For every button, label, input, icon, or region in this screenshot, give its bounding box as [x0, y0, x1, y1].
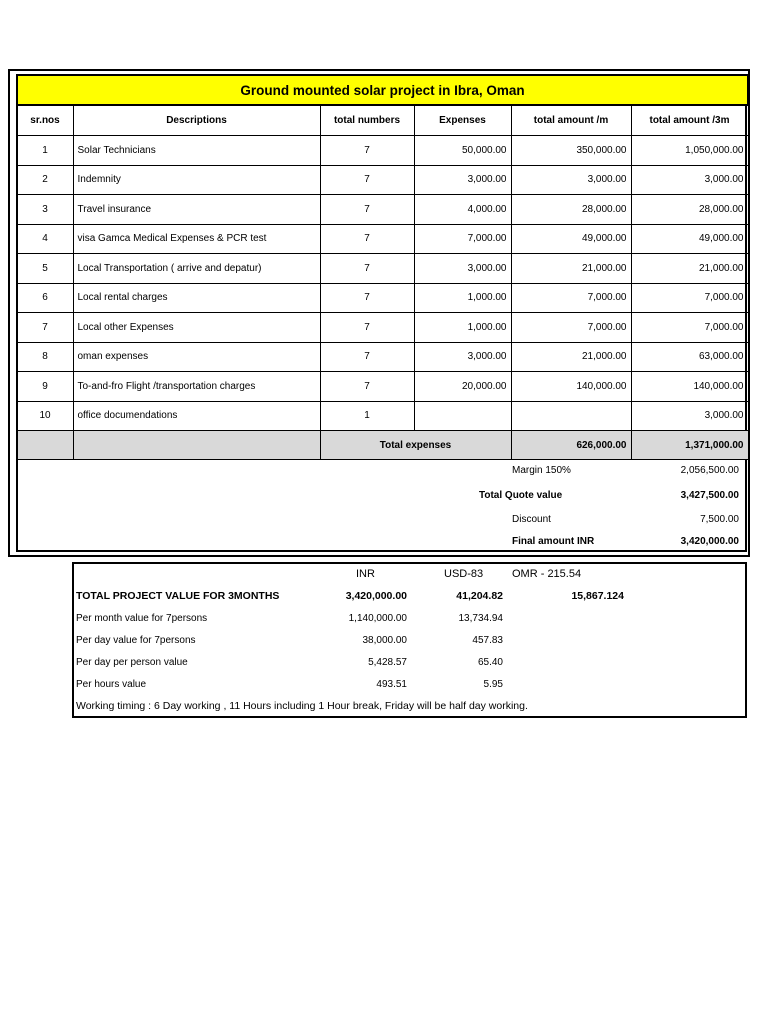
- cell-expenses: [414, 401, 511, 431]
- cell-description: oman expenses: [73, 342, 320, 372]
- cell-amount-3month: 3,000.00: [631, 165, 748, 195]
- table-row: [17, 283, 748, 313]
- working-timing-note: Working timing : 6 Day working , 11 Hours including 1 Hour break, Friday will be half day working.: [76, 700, 528, 712]
- cell-amount-3month: 3,000.00: [631, 401, 748, 431]
- cell-expenses: 3,000.00: [414, 165, 511, 195]
- table-row: [17, 342, 748, 372]
- cell-amount-month: 3,000.00: [511, 165, 631, 195]
- cell-srno: 2: [17, 165, 73, 195]
- discount-value: 7,500.00: [700, 514, 739, 525]
- row-label: Per day value for 7persons: [76, 635, 196, 646]
- header-total-numbers: total numbers: [320, 105, 414, 136]
- cell-expenses: 20,000.00: [414, 372, 511, 402]
- header-srno: sr.nos: [17, 105, 73, 136]
- cell-amount-month: 21,000.00: [511, 254, 631, 284]
- cell-expenses: 7,000.00: [414, 224, 511, 254]
- table-row: [17, 372, 748, 402]
- quote-value: 3,427,500.00: [680, 490, 739, 501]
- cell-srno: 5: [17, 254, 73, 284]
- row-inr: 1,140,000.00: [348, 613, 407, 624]
- cell-srno: 3: [17, 195, 73, 225]
- cell-amount-month: 28,000.00: [511, 195, 631, 225]
- cell-total-numbers: 1: [320, 401, 414, 431]
- table-header: [17, 105, 748, 136]
- cell-amount-month: 350,000.00: [511, 136, 631, 166]
- cell-amount-month: [511, 401, 631, 431]
- col-usd-header: USD-83: [444, 568, 484, 580]
- cell-description: Local rental charges: [73, 283, 320, 313]
- cell-expenses: 1,000.00: [414, 313, 511, 343]
- cell-description: To-and-fro Flight /transportation charges: [73, 372, 320, 402]
- cell-description: Local Transportation ( arrive and depatur): [73, 254, 320, 284]
- cell-srno: 9: [17, 372, 73, 402]
- cell-description: Travel insurance: [73, 195, 320, 225]
- row-usd: 65.40: [477, 657, 503, 668]
- cell-description: Indemnity: [73, 165, 320, 195]
- total-project-label: TOTAL PROJECT VALUE FOR 3MONTHS: [76, 590, 280, 602]
- cell-description: visa Gamca Medical Expenses & PCR test: [73, 224, 320, 254]
- table-row: [17, 165, 748, 195]
- cell-description: Local other Expenses: [73, 313, 320, 343]
- table-row: [17, 254, 748, 284]
- margin-value: 2,056,500.00: [680, 465, 739, 476]
- cell-total-numbers: 7: [320, 136, 414, 166]
- page-title: Ground mounted solar project in Ibra, Oman: [17, 75, 748, 105]
- expenses-table: [16, 74, 749, 460]
- cell-srno: 1: [17, 136, 73, 166]
- col-omr-header: OMR - 215.54: [512, 568, 582, 580]
- row-label: Per month value for 7persons: [76, 613, 208, 624]
- cell-total-numbers: 7: [320, 283, 414, 313]
- cell-amount-month: 49,000.00: [511, 224, 631, 254]
- cell-srno: 7: [17, 313, 73, 343]
- row-usd: 457.83: [472, 635, 503, 646]
- table-row: [17, 136, 748, 166]
- header-descriptions: Descriptions: [73, 105, 320, 136]
- table-row: [17, 313, 748, 343]
- cell-amount-3month: 7,000.00: [631, 313, 748, 343]
- cell-amount-month: 7,000.00: [511, 283, 631, 313]
- row-label: Per day per person value: [76, 657, 188, 668]
- discount-label: Discount: [512, 514, 551, 525]
- cell-amount-month: 140,000.00: [511, 372, 631, 402]
- cell-total-numbers: 7: [320, 313, 414, 343]
- cell-srno: 6: [17, 283, 73, 313]
- cell-srno: 8: [17, 342, 73, 372]
- total-project-omr: 15,867.124: [571, 590, 624, 602]
- table-row: [17, 195, 748, 225]
- row-usd: 5.95: [483, 679, 503, 690]
- cell-expenses: 3,000.00: [414, 342, 511, 372]
- cell-total-numbers: 7: [320, 342, 414, 372]
- cell-description: Solar Technicians: [73, 136, 320, 166]
- cell-amount-3month: 63,000.00: [631, 342, 748, 372]
- total-amount-month: 626,000.00: [511, 431, 631, 460]
- cell-amount-3month: 140,000.00: [631, 372, 748, 402]
- row-label: Per hours value: [76, 679, 147, 690]
- cell-total-numbers: 7: [320, 165, 414, 195]
- cell-expenses: 4,000.00: [414, 195, 511, 225]
- cell-description: office documendations: [73, 401, 320, 431]
- cell-amount-3month: 7,000.00: [631, 283, 748, 313]
- cell-amount-3month: 28,000.00: [631, 195, 748, 225]
- cell-amount-3month: 1,050,000.00: [631, 136, 748, 166]
- cell-amount-3month: 49,000.00: [631, 224, 748, 254]
- cell-expenses: 3,000.00: [414, 254, 511, 284]
- cell-amount-3month: 21,000.00: [631, 254, 748, 284]
- total-label: Total expenses: [320, 431, 511, 460]
- cell-expenses: 50,000.00: [414, 136, 511, 166]
- cell-total-numbers: 7: [320, 224, 414, 254]
- total-project-usd: 41,204.82: [456, 590, 503, 602]
- row-inr: 5,428.57: [368, 657, 407, 668]
- header-total-amount-month: total amount /m: [511, 105, 631, 136]
- cell-total-numbers: 7: [320, 195, 414, 225]
- margin-label: Margin 150%: [512, 465, 571, 476]
- header-total-amount-3month: total amount /3m: [631, 105, 748, 136]
- total-project-inr: 3,420,000.00: [345, 590, 407, 602]
- total-amount-3month: 1,371,000.00: [631, 431, 748, 460]
- row-inr: 38,000.00: [362, 635, 407, 646]
- cell-srno: 10: [17, 401, 73, 431]
- table-row: [17, 224, 748, 254]
- col-inr-header: INR: [356, 568, 375, 580]
- final-amount-label: Final amount INR: [512, 536, 595, 547]
- cell-amount-month: 21,000.00: [511, 342, 631, 372]
- table-row: [17, 401, 748, 431]
- cell-amount-month: 7,000.00: [511, 313, 631, 343]
- cell-total-numbers: 7: [320, 372, 414, 402]
- header-expenses: Expenses: [414, 105, 511, 136]
- quote-label: Total Quote value: [479, 490, 563, 501]
- summary-block: [16, 456, 747, 552]
- final-amount-value: 3,420,000.00: [680, 536, 739, 547]
- cell-srno: 4: [17, 224, 73, 254]
- cell-total-numbers: 7: [320, 254, 414, 284]
- row-usd: 13,734.94: [458, 613, 503, 624]
- cell-expenses: 1,000.00: [414, 283, 511, 313]
- row-inr: 493.51: [376, 679, 407, 690]
- project-value-box: [72, 562, 747, 718]
